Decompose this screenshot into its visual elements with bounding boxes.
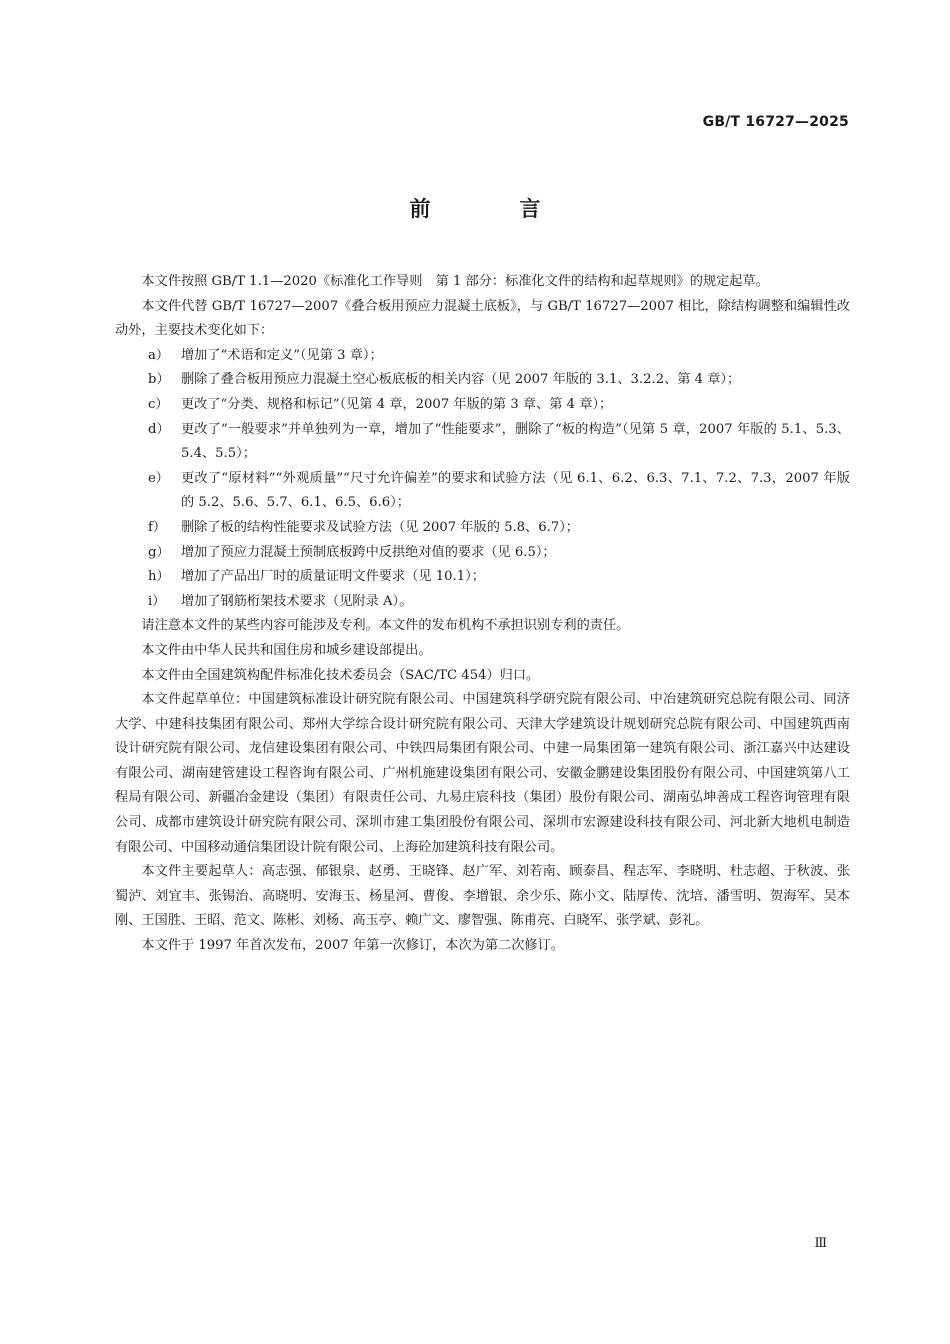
paragraph-history: 本文件于 1997 年首次发布，2007 年第一次修订，本次为第二次修订。 <box>141 938 564 954</box>
changes-list <box>115 344 850 615</box>
list-item <box>115 418 850 467</box>
list-text: 更改了“分类、规格和标记”（见第 4 章，2007 年版的第 3 章、第 4 章）； <box>181 396 613 412</box>
page-title: 前 言 <box>409 197 575 221</box>
list-text: 增加了钢筋桁架技术要求（见附录 A）。 <box>181 593 413 609</box>
list-item <box>115 565 850 590</box>
list-marker: d） <box>148 421 170 437</box>
paragraph-proposer: 本文件由中华人民共和国住房和城乡建设部提出。 <box>141 642 432 658</box>
list-marker: g） <box>148 544 170 560</box>
paragraph-drafting-rules: 本文件按照 GB/T 1.1—2020《标准化工作导则 第 1 部分：标准化文件的结构和起草规则》的规定起草。 <box>141 274 769 289</box>
list-marker: e） <box>148 470 169 486</box>
list-item <box>115 344 850 369</box>
paragraph-committee: 本文件由全国建筑构配件标准化技术委员会（SAC/TC 454）归口。 <box>141 667 540 683</box>
list-marker: i） <box>148 593 166 609</box>
list-item <box>115 590 850 615</box>
standard-code: GB/T 16727—2025 <box>702 114 849 130</box>
list-marker: a） <box>148 347 170 363</box>
list-marker: f） <box>148 519 167 535</box>
paragraph-replacement: 本文件代替 GB/T 16727—2007《叠合板用预应力混凝土底板》，与 GB/T 16727—2007 相比，除结构调整和编辑性改动外，主要技术变化如下： <box>115 298 850 339</box>
page-number: Ⅲ <box>814 1236 827 1251</box>
document-body <box>115 270 850 959</box>
list-text: 更改了“一般要求”并单独列为一章，增加了“性能要求”，删除了“板的构造”（见第 5 章，2007 年版的 5.1、5.3、5.4、5.5）； <box>181 421 850 462</box>
paragraph-drafting-units: 本文件起草单位：中国建筑标准设计研究院有限公司、中国建筑科学研究院有限公司、中冶建筑研究总院有限公司、同济大学、中建科技集团有限公司、郑州大学综合设计研究院有限公司、天津大学建筑设计规划研究总院有限公司、中国建筑西南设计研究院有限公司、龙信建设集团有限公司、中铁四局集团有限公司、中建一局集团第一建筑有限公司、浙江嘉兴中达建设有限公司、湖南建管建设工程咨询有限公司、广州机施建设集团有限公司、安徽金鹏建设集团股份有限公司、中国建筑第八工程局有限公司、新疆冶金建设（集团）有限责任公司、九易庄宸科技（集团）股份有限公司、湖南弘坤善成工程咨询管理有限公司、成都市建筑设计研究院有限公司、深圳市建工集团股份有限公司、深圳市宏源建设科技有限公司、河北新大地机电制造有限公司、中国移动通信集团设计院有限公司、上海砼加建筑科技有限公司。 <box>115 692 850 855</box>
paragraph-patent-notice: 请注意本文件的某些内容可能涉及专利。本文件的发布机构不承担识别专利的责任。 <box>141 618 630 634</box>
list-text: 增加了产品出厂时的质量证明文件要求（见 10.1）； <box>181 569 485 585</box>
list-item <box>115 393 850 418</box>
list-item <box>115 368 850 393</box>
list-text: 增加了预应力混凝土预制底板跨中反拱绝对值的要求（见 6.5）； <box>181 544 556 560</box>
list-text: 更改了“原材料”“外观质量”“尺寸允许偏差”的要求和试验方法（见 6.1、6.2、6.3、7.1、7.2、7.3，2007 年版的 5.2、5.6、5.7、6.1、6.5、6.6）； <box>181 470 850 511</box>
list-text: 删除了板的结构性能要求及试验方法（见 2007 年版的 5.8、6.7）； <box>181 519 579 535</box>
list-marker: c） <box>148 396 169 412</box>
list-marker: h） <box>148 569 170 585</box>
list-text: 删除了叠合板用预应力混凝土空心板底板的相关内容（见 2007 年版的 3.1、3.2.2、第 4 章）； <box>181 372 741 388</box>
list-item <box>115 516 850 541</box>
paragraph-drafters: 本文件主要起草人：高志强、郁银泉、赵勇、王晓锋、赵广军、刘若南、顾泰昌、程志军、李晓明、杜志超、于秋波、张蜀泸、刘宜丰、张锡治、高晓明、安海玉、杨星河、曹俊、李增银、余少乐、陈小文、陆厚传、沈培、潘雪明、贺海军、吴本刚、王国胜、王昭、范文、陈彬、刘杨、高玉亭、赖广文、廖智强、陈甫亮、白晓军、张学斌、彭礼。 <box>115 864 850 929</box>
list-marker: b） <box>148 372 170 388</box>
list-text: 增加了“术语和定义”（见第 3 章）； <box>181 347 383 363</box>
list-item <box>115 467 850 516</box>
list-item <box>115 541 850 566</box>
